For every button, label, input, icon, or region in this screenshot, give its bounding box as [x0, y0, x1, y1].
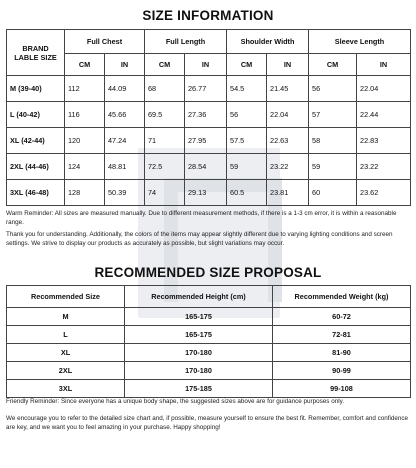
table-cell: 23.81: [267, 180, 309, 206]
group-header-sleeve-length: Sleeve Length: [309, 30, 411, 54]
encourage-note: We encourage you to refer to the detailed size chart and, if possible, measure yourself to ensure the best fit. Remember, comfort and confidence are key, and we want you to feel amazing in your purchase. Happy shopping!: [6, 415, 409, 431]
table-cell: 22.44: [357, 102, 411, 128]
table-cell: 124: [65, 154, 105, 180]
table-row: [7, 380, 411, 398]
table-cell: 21.45: [267, 76, 309, 102]
table-row: [7, 344, 411, 362]
size-label: 2XL (44-46): [7, 154, 65, 180]
table-cell: 56: [227, 102, 267, 128]
table-cell: 2XL: [7, 362, 125, 380]
table-cell: 28.54: [185, 154, 227, 180]
table-cell: 22.04: [267, 102, 309, 128]
table-cell: 26.77: [185, 76, 227, 102]
group-header-full-chest: Full Chest: [65, 30, 145, 54]
table-cell: 69.5: [145, 102, 185, 128]
table-row: [7, 76, 411, 102]
table-cell: 57.5: [227, 128, 267, 154]
table-cell: 128: [65, 180, 105, 206]
table-cell: 59: [309, 154, 357, 180]
size-label: M (39-40): [7, 76, 65, 102]
table-cell: 68: [145, 76, 185, 102]
table-cell: 60.5: [227, 180, 267, 206]
table-cell: 74: [145, 180, 185, 206]
table-row: [7, 128, 411, 154]
table-cell: 72.5: [145, 154, 185, 180]
table-cell: 60: [309, 180, 357, 206]
table-cell: 57: [309, 102, 357, 128]
table-cell: 58: [309, 128, 357, 154]
group-header-full-length: Full Length: [145, 30, 227, 54]
column-header: Recommended Height (cm): [125, 286, 273, 308]
table-cell: 81-90: [273, 344, 411, 362]
table-row: [7, 102, 411, 128]
table-cell: 27.95: [185, 128, 227, 154]
recommended-size-table: [6, 285, 411, 398]
table-cell: 22.83: [357, 128, 411, 154]
friendly-reminder-note: Friendly Reminder: Since everyone has a unique body shape, the suggested sizes above are for guidance purposes only.: [6, 398, 345, 405]
table-cell: 112: [65, 76, 105, 102]
unit-header: CM: [227, 54, 267, 76]
size-label: 3XL (46-48): [7, 180, 65, 206]
column-header: Recommended Size: [7, 286, 125, 308]
table-cell: 29.13: [185, 180, 227, 206]
table-cell: M: [7, 308, 125, 326]
table-cell: 22.63: [267, 128, 309, 154]
size-label: L (40-42): [7, 102, 65, 128]
size-label: XL (42-44): [7, 128, 65, 154]
table-cell: 48.81: [105, 154, 145, 180]
table-cell: 44.09: [105, 76, 145, 102]
unit-header: CM: [145, 54, 185, 76]
table-cell: 23.22: [267, 154, 309, 180]
table-cell: 23.62: [357, 180, 411, 206]
warm-reminder-note: Warm Reminder: All sizes are measured manually. Due to different measurement methods, if there is a 1-3 cm error, it is within a reasonable range.: [6, 210, 397, 226]
unit-header: IN: [105, 54, 145, 76]
table-cell: 71: [145, 128, 185, 154]
table-cell: 22.04: [357, 76, 411, 102]
brand-label-header: BRAND LABLE SIZE: [7, 30, 65, 76]
table-cell: 23.22: [357, 154, 411, 180]
table-cell: 116: [65, 102, 105, 128]
size-information-table: [6, 29, 411, 206]
column-header: Recommended Weight (kg): [273, 286, 411, 308]
thanks-note: Thank you for understanding. Additionally, the colors of the items may appear slightly different due to varying lighting conditions and screen settings. We strive to display our products as accurately as possible, but slight variations may occur.: [6, 231, 393, 247]
table-cell: 165-175: [125, 308, 273, 326]
table-cell: XL: [7, 344, 125, 362]
table-cell: 170-180: [125, 362, 273, 380]
table-cell: 59: [227, 154, 267, 180]
unit-header: IN: [267, 54, 309, 76]
unit-header: IN: [357, 54, 411, 76]
table-cell: 72-81: [273, 326, 411, 344]
table-cell: 99-108: [273, 380, 411, 398]
table-cell: 120: [65, 128, 105, 154]
table-cell: 60-72: [273, 308, 411, 326]
unit-header: CM: [65, 54, 105, 76]
table-cell: 50.39: [105, 180, 145, 206]
table-row: [7, 154, 411, 180]
table-row: [7, 308, 411, 326]
table-cell: 56: [309, 76, 357, 102]
table-cell: 170-180: [125, 344, 273, 362]
unit-header: CM: [309, 54, 357, 76]
table-cell: 3XL: [7, 380, 125, 398]
table-row: [7, 326, 411, 344]
group-header-shoulder-width: Shoulder Width: [227, 30, 309, 54]
table-cell: 47.24: [105, 128, 145, 154]
table-cell: 165-175: [125, 326, 273, 344]
table-cell: 90-99: [273, 362, 411, 380]
size-information-title: SIZE INFORMATION: [142, 8, 274, 23]
table-cell: 27.36: [185, 102, 227, 128]
recommended-size-title: RECOMMENDED SIZE PROPOSAL: [94, 265, 322, 280]
unit-header: IN: [185, 54, 227, 76]
table-cell: L: [7, 326, 125, 344]
table-row: [7, 362, 411, 380]
table-cell: 175-185: [125, 380, 273, 398]
table-cell: 54.5: [227, 76, 267, 102]
table-cell: 45.66: [105, 102, 145, 128]
table-row: [7, 180, 411, 206]
